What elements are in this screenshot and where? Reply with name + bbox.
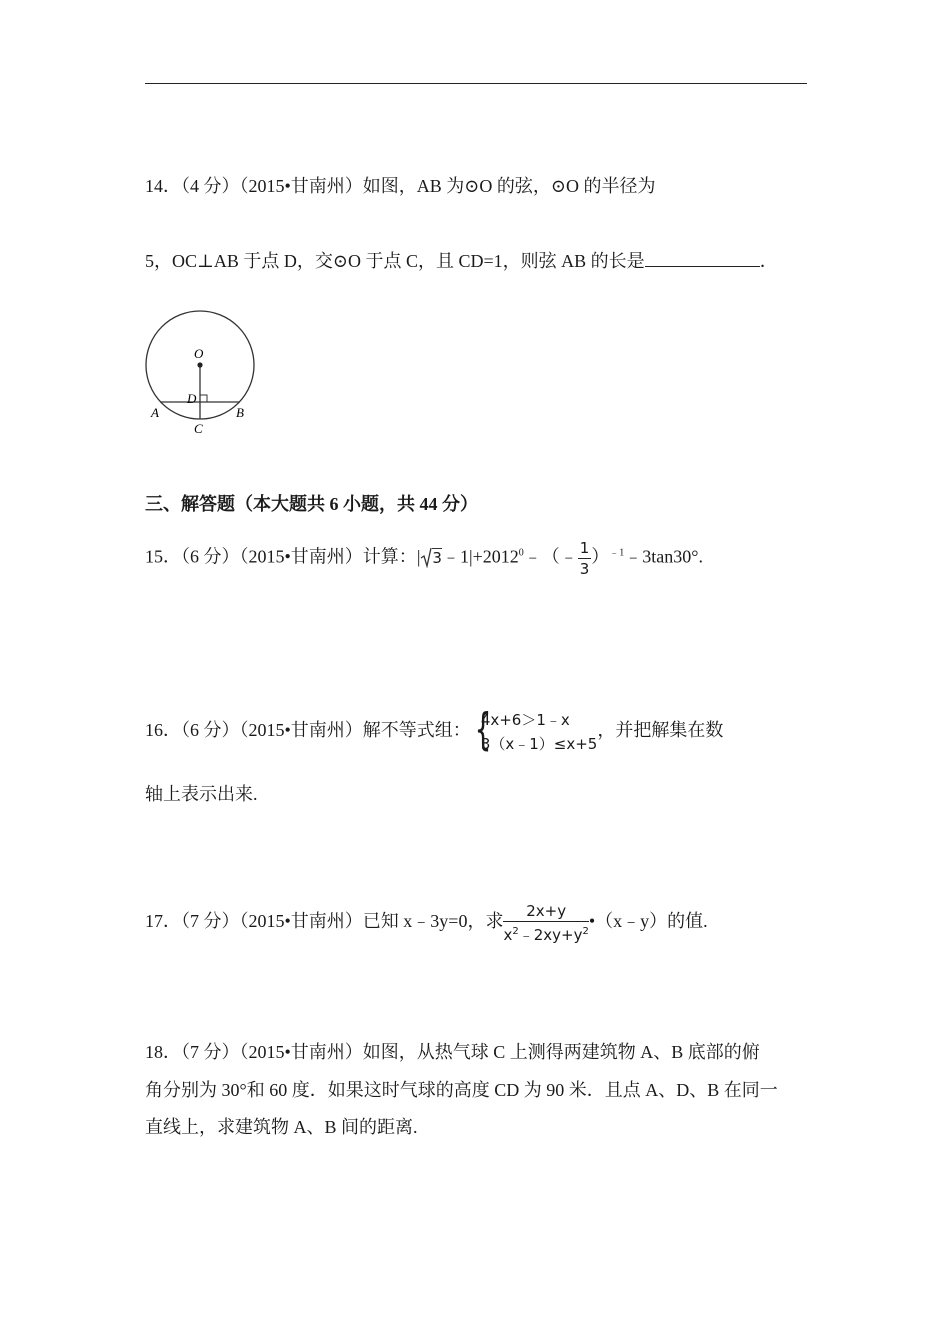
- q15-abs-open: |: [416, 546, 421, 567]
- q14-line2: [145, 249, 778, 273]
- q14-line2-end: ．: [759, 251, 778, 271]
- header-rule: [145, 83, 807, 84]
- center-dot: [197, 362, 202, 367]
- q18-line2: 角分别为 30°和 60 度．如果这时气球的高度 CD 为 90 米．且点 A、D、B 在同一: [145, 1080, 778, 1100]
- q17-text: 17．（7 分）（2015•甘南州）已知 x﹣3y=0，求: [145, 911, 504, 931]
- brace-icon: {: [474, 703, 492, 755]
- q17-frac-num: 2x+y: [503, 901, 588, 922]
- label-a: A: [151, 405, 159, 420]
- q16-line2: 轴上表示出来.: [145, 784, 258, 804]
- q17-post: •（x﹣y）的值.: [588, 911, 708, 931]
- q18-line1: 18．（7 分）（2015•甘南州）如图，从热气球 C 上测得两建筑物 A、B 底部的俯: [145, 1042, 760, 1062]
- right-angle-mark: [200, 395, 207, 402]
- sqrt-icon: [420, 546, 432, 568]
- label-d: D: [187, 391, 197, 406]
- q15-frac-num: 1: [579, 539, 590, 557]
- q18-line3: 直线上，求建筑物 A、B 间的距离.: [145, 1117, 418, 1137]
- label-b: B: [236, 405, 244, 420]
- q14-line1: 14．（4 分）（2015•甘南州）如图，AB 为⊙O 的弦，⊙O 的半径为: [145, 176, 656, 196]
- section-heading: 三、解答题（本大题共 6 小题，共 44 分）: [145, 494, 478, 514]
- label-c: C: [194, 421, 203, 436]
- q16-line1: [145, 704, 723, 756]
- q16-post: ，并把解集在数: [597, 720, 724, 740]
- q14-line2-text: 5，OC⊥AB 于点 D，交⊙O 于点 C，且 CD=1，则弦 AB 的长是: [145, 251, 645, 271]
- q15-tail: ﹣3tan30°.: [624, 546, 703, 567]
- answer-blank: [645, 250, 760, 267]
- q15-line: [145, 538, 703, 579]
- q17-fraction: [503, 901, 588, 945]
- q17-den-sq2: 2: [582, 925, 589, 937]
- q15-close: ）: [591, 546, 610, 567]
- inequality-2: 3（x﹣1）≤x+5: [480, 734, 598, 753]
- q17-line: [145, 898, 708, 945]
- q16-text: 16．（6 分）（2015•甘南州）解不等式组：: [145, 720, 471, 740]
- q17-frac-den: [503, 922, 588, 945]
- inequality-1: 4x+6＞1﹣x: [480, 710, 570, 729]
- inequality-system: [471, 703, 598, 756]
- q15-after-sqrt: ﹣1|+2012: [441, 546, 519, 567]
- q17-den-b: ﹣2xy+y: [518, 925, 583, 944]
- q15-fraction: [578, 538, 592, 579]
- q17-den-sq1: 2: [512, 925, 519, 937]
- q15-sqrt-value: 3: [432, 548, 442, 567]
- q15-exp0: 0: [518, 547, 524, 559]
- circle-figure: [140, 305, 270, 440]
- q15-mid: ﹣（﹣: [523, 546, 578, 567]
- label-o: O: [194, 346, 204, 361]
- q15-frac-den: 3: [579, 560, 590, 578]
- q15-text: 15．（6 分）（2015•甘南州）计算：: [145, 546, 417, 567]
- q15-exp-neg1: ﹣1: [609, 547, 625, 559]
- q17-den-a: x: [503, 925, 513, 944]
